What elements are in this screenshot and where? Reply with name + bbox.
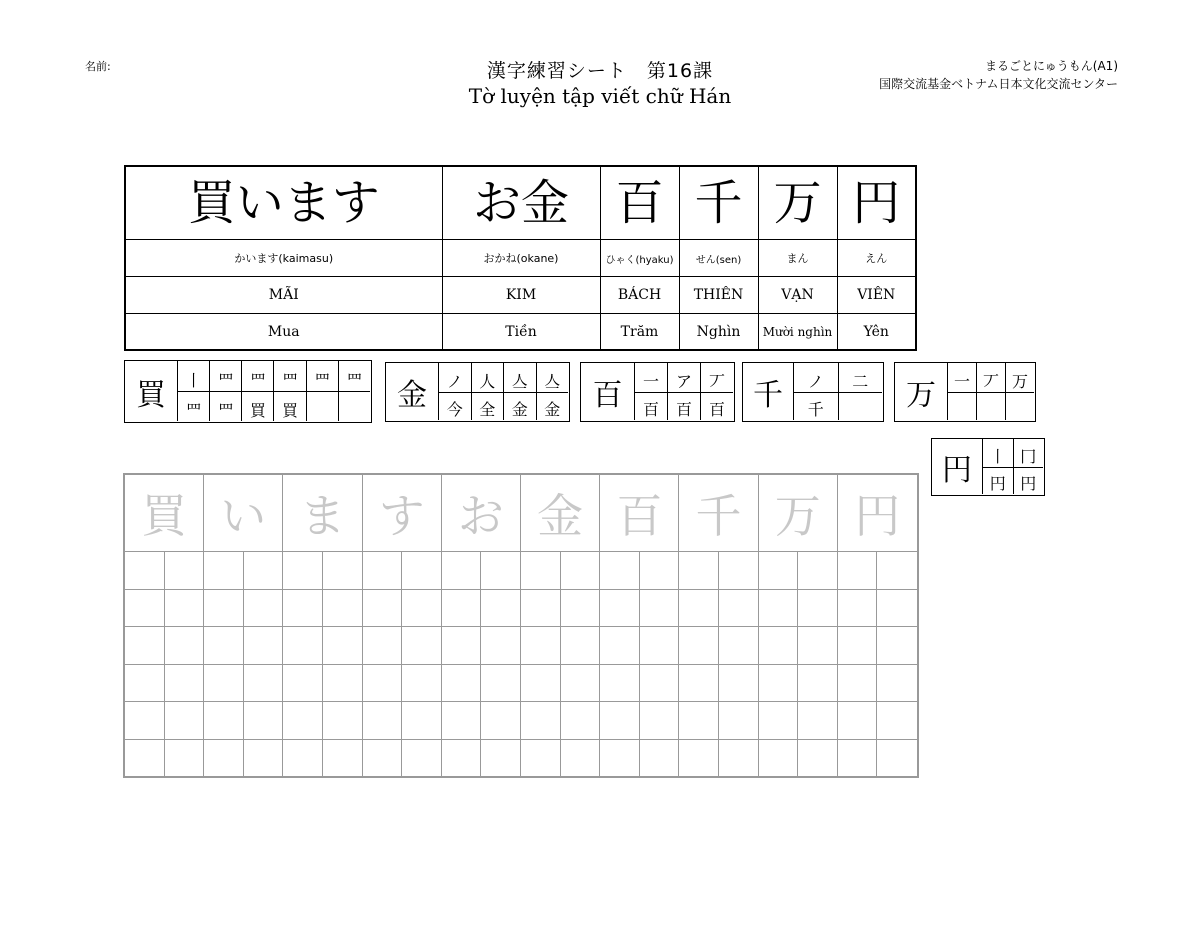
stroke-step: 丨: [177, 361, 209, 391]
stroke-order-kanji: 百: [592, 378, 623, 413]
practice-cell[interactable]: [838, 552, 878, 589]
practice-cell[interactable]: [798, 552, 838, 589]
practice-cell[interactable]: [679, 627, 719, 664]
practice-cell[interactable]: [125, 665, 165, 702]
practice-cell[interactable]: [719, 590, 759, 627]
practice-cell[interactable]: [600, 552, 640, 589]
stroke-step: 人: [471, 363, 504, 392]
stroke-step: 全: [471, 392, 504, 421]
practice-row: [125, 740, 917, 777]
trace-cell[interactable]: 万: [759, 475, 838, 551]
practice-cell[interactable]: [759, 740, 799, 777]
practice-cell[interactable]: [600, 702, 640, 739]
practice-cell[interactable]: [283, 740, 323, 777]
vocab-hanviet: KIM: [442, 277, 600, 314]
stroke-step: 罒: [273, 361, 305, 391]
vocab-word: 千: [679, 166, 758, 240]
vocab-word: 買います: [125, 166, 442, 240]
trace-cell[interactable]: 買: [125, 475, 204, 551]
vocab-word-row: [125, 166, 916, 240]
practice-cell[interactable]: [759, 590, 799, 627]
stroke-order-kanji: 円: [942, 453, 972, 488]
practice-cell[interactable]: [204, 740, 244, 777]
vocab-meaning: Nghìn: [679, 314, 758, 351]
stroke-order-kanji: 買: [136, 377, 166, 413]
practice-cell[interactable]: [244, 627, 284, 664]
practice-cell[interactable]: [640, 665, 680, 702]
practice-cell[interactable]: [363, 590, 403, 627]
practice-cell[interactable]: [125, 702, 165, 739]
practice-cell[interactable]: [838, 740, 878, 777]
practice-cell[interactable]: [323, 627, 363, 664]
practice-grid: [123, 473, 919, 778]
practice-cell[interactable]: [521, 665, 561, 702]
practice-cell[interactable]: [798, 665, 838, 702]
stroke-step: 万: [1005, 363, 1034, 392]
practice-cell[interactable]: [877, 590, 917, 627]
practice-cell[interactable]: [323, 702, 363, 739]
practice-cell[interactable]: [323, 740, 363, 777]
practice-cell[interactable]: [877, 627, 917, 664]
practice-cell[interactable]: [363, 552, 403, 589]
stroke-order-box: [580, 362, 735, 422]
practice-cell[interactable]: [719, 552, 759, 589]
practice-cell[interactable]: [838, 590, 878, 627]
practice-row: [125, 702, 917, 740]
organization-name: 国際交流基金ベトナム日本文化交流センター: [879, 77, 1118, 91]
practice-cell[interactable]: [798, 590, 838, 627]
trace-cell[interactable]: い: [204, 475, 283, 551]
vocab-meaning: Yên: [837, 314, 916, 351]
practice-cell[interactable]: [521, 702, 561, 739]
stroke-step: 罒: [209, 361, 241, 391]
practice-cell[interactable]: [442, 702, 482, 739]
stroke-step: 罒: [177, 391, 209, 421]
practice-cell[interactable]: [759, 665, 799, 702]
stroke-step: 金: [536, 392, 569, 421]
stroke-step: ノ: [438, 363, 471, 392]
practice-cell[interactable]: [759, 627, 799, 664]
practice-cell[interactable]: [244, 552, 284, 589]
stroke-step: 二: [838, 363, 883, 392]
practice-cell[interactable]: [838, 702, 878, 739]
practice-cell[interactable]: [561, 702, 601, 739]
stroke-step: [947, 392, 976, 421]
practice-cell[interactable]: [719, 627, 759, 664]
practice-cell[interactable]: [561, 627, 601, 664]
vocab-table: [124, 165, 917, 351]
practice-cell[interactable]: [640, 627, 680, 664]
practice-cell[interactable]: [323, 590, 363, 627]
stroke-step: 丆: [976, 363, 1005, 392]
practice-cell[interactable]: [204, 590, 244, 627]
course-name: まるごとにゅうもん(A1): [985, 59, 1118, 73]
practice-cell[interactable]: [165, 552, 205, 589]
practice-cell[interactable]: [600, 590, 640, 627]
practice-cell[interactable]: [481, 665, 521, 702]
practice-cell[interactable]: [402, 702, 442, 739]
vocab-hanviet: BÁCH: [600, 277, 679, 314]
stroke-step: 買: [241, 391, 273, 421]
practice-cell[interactable]: [561, 590, 601, 627]
practice-cell[interactable]: [877, 702, 917, 739]
practice-cell[interactable]: [600, 665, 640, 702]
practice-cell[interactable]: [125, 590, 165, 627]
practice-cell[interactable]: [244, 702, 284, 739]
vocab-meaning: Mười nghìn: [758, 314, 837, 351]
practice-cell[interactable]: [719, 740, 759, 777]
stroke-step: 一: [947, 363, 976, 392]
vocab-reading: せん(sen): [679, 240, 758, 277]
practice-cell[interactable]: [759, 552, 799, 589]
practice-cell[interactable]: [640, 702, 680, 739]
stroke-step: 亼: [536, 363, 569, 392]
stroke-step: [976, 392, 1005, 421]
practice-cell[interactable]: [877, 740, 917, 777]
practice-cell[interactable]: [679, 665, 719, 702]
vocab-reading: かいます(kaimasu): [125, 240, 442, 277]
stroke-order-kanji: 万: [906, 378, 936, 413]
vocab-meaning: Mua: [125, 314, 442, 351]
vocab-word: お金: [442, 166, 600, 240]
stroke-step: [338, 391, 370, 421]
practice-cell[interactable]: [561, 552, 601, 589]
practice-cell[interactable]: [323, 665, 363, 702]
trace-cell[interactable]: す: [363, 475, 442, 551]
stroke-step: ア: [667, 363, 700, 392]
practice-cell[interactable]: [481, 740, 521, 777]
stroke-step: [838, 392, 883, 421]
stroke-step: [306, 391, 338, 421]
stroke-step: 金: [503, 392, 536, 421]
practice-cell[interactable]: [481, 702, 521, 739]
practice-cell[interactable]: [798, 627, 838, 664]
practice-cell[interactable]: [719, 702, 759, 739]
practice-cell[interactable]: [165, 627, 205, 664]
practice-cell[interactable]: [283, 702, 323, 739]
practice-cell[interactable]: [165, 740, 205, 777]
practice-cell[interactable]: [640, 590, 680, 627]
title-japanese: 漢字練習シート 第16課: [486, 60, 714, 82]
practice-row: [125, 552, 917, 590]
practice-cell[interactable]: [165, 590, 205, 627]
practice-cell[interactable]: [283, 552, 323, 589]
practice-cell[interactable]: [442, 740, 482, 777]
trace-cell[interactable]: お: [442, 475, 521, 551]
practice-cell[interactable]: [442, 627, 482, 664]
practice-cell[interactable]: [402, 627, 442, 664]
stroke-step: 買: [273, 391, 305, 421]
stroke-step: [1005, 392, 1034, 421]
stroke-step: 百: [634, 392, 667, 421]
practice-cell[interactable]: [363, 702, 403, 739]
practice-cell[interactable]: [204, 552, 244, 589]
practice-cell[interactable]: [442, 590, 482, 627]
vocab-reading: まん: [758, 240, 837, 277]
practice-cell[interactable]: [521, 627, 561, 664]
practice-cell[interactable]: [679, 552, 719, 589]
vocab-meaning-row: [125, 314, 916, 351]
stroke-step: 百: [667, 392, 700, 421]
stroke-step: 今: [438, 392, 471, 421]
practice-cell[interactable]: [442, 552, 482, 589]
trace-cell[interactable]: ま: [283, 475, 362, 551]
practice-cell[interactable]: [402, 552, 442, 589]
practice-cell[interactable]: [521, 590, 561, 627]
practice-cell[interactable]: [125, 552, 165, 589]
stroke-step: 百: [700, 392, 733, 421]
practice-cell[interactable]: [323, 552, 363, 589]
stroke-order-kanji: 千: [753, 378, 783, 413]
vocab-hanviet: MÃI: [125, 277, 442, 314]
stroke-step: 罒: [209, 391, 241, 421]
stroke-order-box: [385, 362, 570, 422]
practice-cell[interactable]: [561, 665, 601, 702]
practice-cell[interactable]: [600, 740, 640, 777]
name-label: 名前:: [85, 60, 111, 73]
trace-cell[interactable]: 金: [521, 475, 600, 551]
vocab-hanviet: VẠN: [758, 277, 837, 314]
title-vietnamese: Tờ luyện tập viết chữ Hán: [468, 84, 732, 108]
vocab-reading: ひゃく(hyaku): [600, 240, 679, 277]
practice-cell[interactable]: [719, 665, 759, 702]
practice-cell[interactable]: [798, 740, 838, 777]
practice-cell[interactable]: [244, 740, 284, 777]
practice-cell[interactable]: [402, 740, 442, 777]
stroke-step: 丆: [700, 363, 733, 392]
practice-cell[interactable]: [679, 590, 719, 627]
vocab-reading: えん: [837, 240, 916, 277]
practice-row: [125, 627, 917, 665]
practice-cell[interactable]: [798, 702, 838, 739]
practice-cell[interactable]: [283, 590, 323, 627]
stroke-step: 冂: [1013, 439, 1044, 467]
vocab-meaning: Tiền: [442, 314, 600, 351]
practice-cell[interactable]: [640, 552, 680, 589]
practice-cell[interactable]: [481, 552, 521, 589]
vocab-hanviet: VIÊN: [837, 277, 916, 314]
stroke-step: 丨: [982, 439, 1013, 467]
practice-cell[interactable]: [759, 702, 799, 739]
practice-cell[interactable]: [363, 740, 403, 777]
stroke-order-box: [124, 360, 372, 423]
stroke-step: 円: [982, 467, 1013, 495]
practice-cell[interactable]: [204, 665, 244, 702]
practice-cell[interactable]: [283, 665, 323, 702]
practice-cell[interactable]: [363, 665, 403, 702]
practice-cell[interactable]: [481, 627, 521, 664]
stroke-step: 円: [1013, 467, 1044, 495]
practice-cell[interactable]: [283, 627, 323, 664]
practice-cell[interactable]: [125, 740, 165, 777]
practice-cell[interactable]: [521, 552, 561, 589]
practice-cell[interactable]: [561, 740, 601, 777]
stroke-step: 亼: [503, 363, 536, 392]
practice-cell[interactable]: [125, 627, 165, 664]
practice-row: [125, 590, 917, 628]
trace-row: [125, 475, 917, 552]
practice-cell[interactable]: [204, 702, 244, 739]
stroke-order-box: [894, 362, 1036, 422]
vocab-reading: おかね(okane): [442, 240, 600, 277]
vocab-word: 円: [837, 166, 916, 240]
stroke-order-box: [742, 362, 884, 422]
stroke-step: 千: [793, 392, 838, 421]
practice-row: [125, 665, 917, 703]
practice-cell[interactable]: [838, 665, 878, 702]
stroke-step: 罒: [306, 361, 338, 391]
practice-cell[interactable]: [877, 552, 917, 589]
practice-cell[interactable]: [521, 740, 561, 777]
stroke-order-box: [931, 438, 1045, 496]
stroke-step: 罒: [338, 361, 370, 391]
practice-cell[interactable]: [600, 627, 640, 664]
trace-cell[interactable]: 百: [600, 475, 679, 551]
stroke-order-kanji: 金: [397, 378, 427, 413]
practice-cell[interactable]: [363, 627, 403, 664]
practice-cell[interactable]: [402, 665, 442, 702]
vocab-hanviet-row: [125, 277, 916, 314]
practice-cell[interactable]: [244, 665, 284, 702]
practice-cell[interactable]: [204, 627, 244, 664]
practice-cell[interactable]: [877, 665, 917, 702]
trace-cell[interactable]: 円: [854, 489, 901, 543]
stroke-step: 罒: [241, 361, 273, 391]
practice-cell[interactable]: [442, 665, 482, 702]
practice-cell[interactable]: [679, 740, 719, 777]
vocab-word: 百: [600, 166, 679, 240]
practice-cell[interactable]: [640, 740, 680, 777]
practice-cell[interactable]: [165, 665, 205, 702]
vocab-word: 万: [758, 166, 837, 240]
stroke-step: 一: [634, 363, 667, 392]
vocab-hanviet: THIÊN: [679, 277, 758, 314]
practice-cell[interactable]: [165, 702, 205, 739]
practice-cell[interactable]: [402, 590, 442, 627]
practice-cell[interactable]: [679, 702, 719, 739]
trace-cell[interactable]: 千: [679, 475, 758, 551]
practice-cell[interactable]: [838, 627, 878, 664]
practice-cell[interactable]: [481, 590, 521, 627]
practice-cell[interactable]: [244, 590, 284, 627]
vocab-meaning: Trăm: [600, 314, 679, 351]
stroke-step: ノ: [793, 363, 838, 392]
vocab-reading-row: [125, 240, 916, 277]
